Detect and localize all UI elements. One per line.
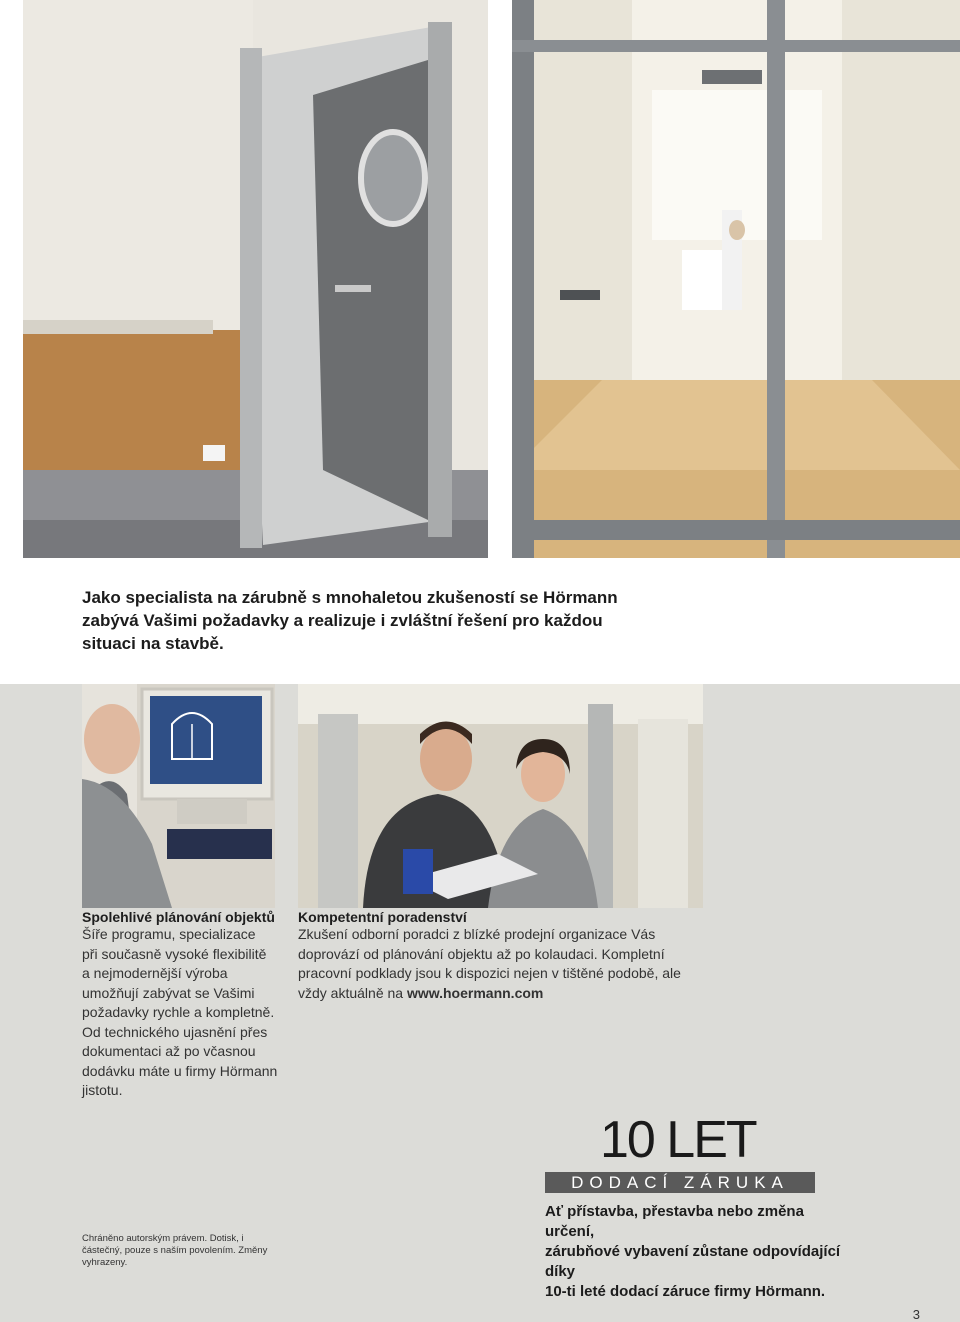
advice-title: Kompetentní poradenství	[298, 909, 467, 925]
advice-body	[298, 925, 683, 1003]
page-number: 3	[912, 1307, 920, 1322]
intro-text	[82, 586, 622, 655]
planning-line: dokumentaci až po včasnou	[82, 1043, 256, 1059]
planning-line: Šíře programu, specializace	[82, 926, 256, 942]
photo-steel-door	[23, 0, 488, 558]
website-link[interactable]: www.hoermann.com	[406, 984, 544, 1001]
photo-consultants	[298, 684, 703, 908]
warranty-line: zárubňové vybavení zůstane odpovídající díky	[545, 1243, 841, 1280]
planning-body	[82, 925, 287, 1101]
copyright-notice	[82, 1233, 272, 1269]
warranty-text	[545, 1202, 845, 1302]
warranty-line: Ať přístavba, přestavba nebo změna určení,	[545, 1203, 804, 1240]
advice-last-prefix: vždy aktuálně na	[298, 984, 407, 1001]
warranty-years: 10 LET	[600, 1111, 756, 1169]
planning-line: a nejmodernější výroba	[82, 965, 228, 981]
copyright-line: Chráněno autorským právem. Dotisk, i	[82, 1233, 244, 1244]
planning-line: požadavky rychle a kompletně.	[82, 1004, 275, 1020]
warranty-label-bar: DODACÍ ZÁRUKA	[545, 1172, 815, 1193]
copyright-line: vyhrazeny.	[82, 1257, 128, 1268]
advice-line: pracovní podklady jsou k dispozici nejen v tištěné podobě, ale	[298, 965, 681, 981]
intro-line: Jako specialista na zárubně s mnohaletou zkušeností se Hörmann	[82, 588, 618, 607]
advice-line: doprovází od plánování objektu až po kolaudaci. Kompletní	[298, 945, 665, 962]
planning-title: Spolehlivé plánování objektů	[82, 909, 275, 925]
advice-line: Zkušení odborní poradci z blízké prodejní organizace Vás	[298, 926, 656, 942]
intro-line: zabývá Vašimi požadavky a realizuje i zvláštní řešení pro každou	[82, 611, 603, 630]
planning-line: jistotu.	[82, 1082, 123, 1098]
planning-line: při současně vysoké flexibilitě	[82, 945, 267, 962]
copyright-line: částečný, pouze s naším povolením. Změny	[82, 1245, 268, 1256]
warranty-line: 10-ti leté dodací záruce firmy Hörmann.	[545, 1283, 826, 1300]
planning-line: dodávku máte u firmy Hörmann	[82, 1062, 278, 1079]
advice-line-last	[298, 984, 683, 1004]
planning-line: umožňují zabývat se Vašimi	[82, 984, 255, 1001]
planning-line: Od technického ujasnění přes	[82, 1023, 268, 1040]
intro-line: situaci na stavbě.	[82, 634, 224, 653]
advice-section	[298, 909, 683, 1003]
photo-glass-door	[512, 0, 960, 558]
planning-section	[82, 909, 287, 1101]
photo-cad-workstation	[82, 684, 275, 908]
